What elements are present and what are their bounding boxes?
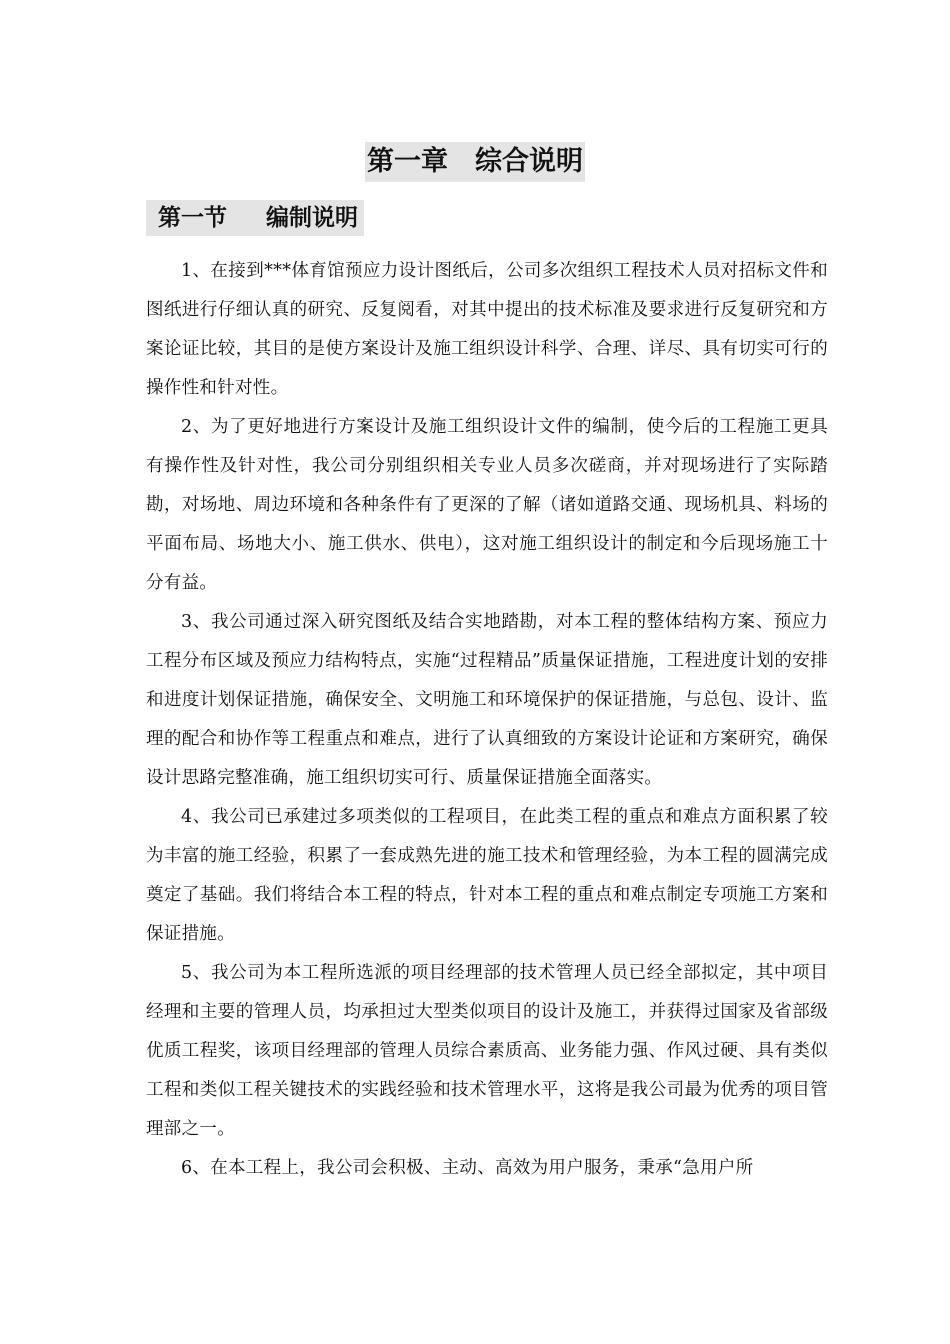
paragraph-5: 5、我公司为本工程所选派的项目经理部的技术管理人员已经全部拟定，其中项目经理和主要的管理人员，均承担过大型类似项目的设计及施工，并获得过国家及省部级优质工程奖，该项目经理部的管理人员综合素质高、业务能力强、作风过硬、具有类似工程和类似工程关键技术的实践经验和技术管理水平，这将是我公司最为优秀的项目管理部之一。 [146,963,828,1139]
chapter-title [0,140,950,182]
section-title-text: 第一节 编制说明 [146,200,364,236]
body-text [146,252,828,1188]
chapter-title-text: 第一章 综合说明 [365,142,585,182]
paragraph-4: 4、我公司已承建过多项类似的工程项目，在此类工程的重点和难点方面积累了较为丰富的施工经验，积累了一套成熟先进的施工技术和管理经验，为本工程的圆满完成奠定了基础。我们将结合本工程的特点，针对本工程的重点和难点制定专项施工方案和保证措施。 [146,807,828,944]
section-title [146,200,364,236]
paragraph-6: 6、在本工程上，我公司会积极、主动、高效为用户服务，秉承“急用户所 [181,1158,754,1178]
paragraph-1: 1、在接到***体育馆预应力设计图纸后，公司多次组织工程技术人员对招标文件和图纸进行仔细认真的研究、反复阅看，对其中提出的技术标准及要求进行反复研究和方案论证比较，其目的是使方案设计及施工组织设计科学、合理、详尽、具有切实可行的操作性和针对性。 [146,261,828,398]
paragraph-2: 2、为了更好地进行方案设计及施工组织设计文件的编制，使今后的工程施工更具有操作性及针对性，我公司分别组织相关专业人员多次磋商，并对现场进行了实际踏勘，对场地、周边环境和各种条件有了更深的了解（诸如道路交通、现场机具、料场的平面布局、场地大小、施工供水、供电），这对施工组织设计的制定和今后现场施工十分有益。 [146,417,828,593]
paragraph-3: 3、我公司通过深入研究图纸及结合实地踏勘，对本工程的整体结构方案、预应力工程分布区域及预应力结构特点，实施“过程精品”质量保证措施，工程进度计划的安排和进度计划保证措施，确保安全、文明施工和环境保护的保证措施，与总包、设计、监理的配合和协作等工程重点和难点，进行了认真细致的方案设计论证和方案研究，确保设计思路完整准确，施工组织切实可行、质量保证措施全面落实。 [146,612,828,788]
